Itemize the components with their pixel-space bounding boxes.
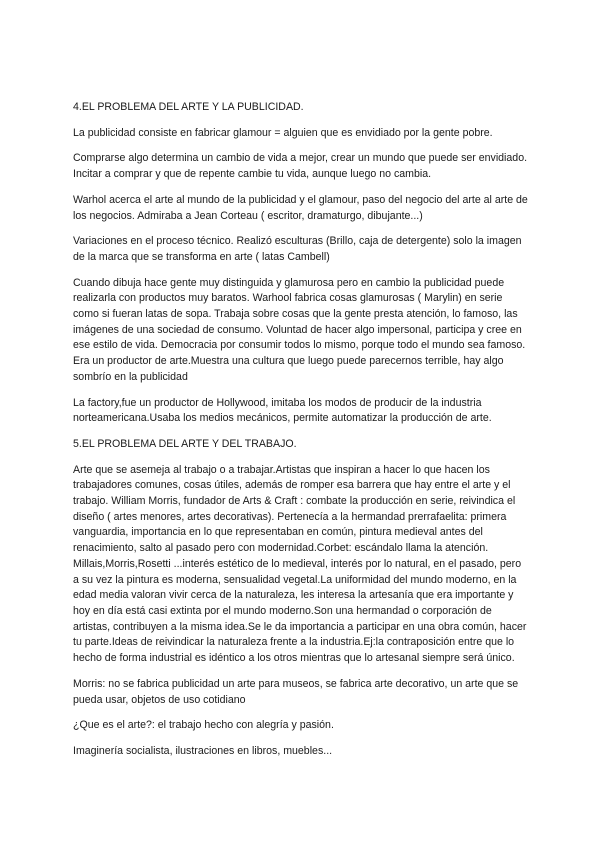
- paragraph-warhol: Warhol acerca el arte al mundo de la publicidad y el glamour, paso del negocio del arte al arte de los negocios. Admiraba a Jean Corteau ( escritor, dramaturgo, dibujante...): [73, 193, 528, 222]
- paragraph-technique: Variaciones en el proceso técnico. Realizó esculturas (Brillo, caja de detergente) solo la imagen de la marca que se transforma en arte ( latas Cambell): [73, 235, 522, 263]
- section-heading-work: 5.EL PROBLEMA DEL ARTE Y DEL TRABAJO.: [73, 437, 297, 450]
- paragraph-glamour: La publicidad consiste en fabricar glamour = alguien que es envidiado por la gente pobre.: [73, 126, 493, 139]
- paragraph-factory: La factory,fue un productor de Hollywood, imitaba los modos de producir de la industria norteamericana.Usaba los medios mecánicos, permite automatizar la producción de arte.: [73, 396, 492, 425]
- paragraph-buying: Comprarse algo determina un cambio de vida a mejor, crear un mundo que puede ser envidiado. Incitar a comprar y que de repente cambie tu vida, aunque luego no cambia.: [73, 152, 528, 181]
- paragraph-morris-arts-crafts: Arte que se asemeja al trabajo o a trabajar.Artistas que inspiran a hacer lo que hacen los trabajadores comunes, cosas útiles, además de romper esa barrera que hay entre el arte y el trabajo. William Morris, fundador de Arts & Craft : combate la producción en serie, reivindica el diseño ( artes menores, artes decorativas). Pertenecía a la hermandad prerrafaelita: primera vanguardia, importancia en lo que representaban en común, pintura medieval antes del renacimiento, salto al pasado pero con modernidad.Corbet: escándalo llama la atención. Millais,Morris,Rosetti ...interés estético de lo medieval, interés por lo natural, en el pasado, pero a su vez la pintura es moderna, sensualidad vegetal.La uniformidad del mundo moderno, en la edad media valoran vivir cerca de la naturaleza, les interesa la artesanía que era importante y hoy en día está casi extinta por el mundo moderno.Son una hermandad o corporación de artistas, contribuyen a la misma idea.Se le da importancia a participar en una obra común, hacer tu parte.Ideas de reivindicar la naturaleza frente a la industria.Ej:la contraposición entre que lo hecho de forma industrial es idéntico a los otros mientras que lo artesanal siempre será único.: [73, 463, 527, 665]
- paragraph-what-is-art: ¿Que es el arte?: el trabajo hecho con alegría y pasión.: [73, 719, 334, 732]
- document-body: [73, 100, 528, 770]
- paragraph-drawing: Cuando dibuja hace gente muy distinguida y glamurosa pero en cambio la publicidad puede realizarla con productos muy baratos. Warhool fabrica cosas glamurosas ( Marylin) en serie como si fueran latas de sopa. Trabaja sobre cosas que la gente presta atención, lo famoso, las imágenes de una sociedad de consumo. Voluntad de hacer algo impersonal, participa y cree en ese estilo de vida. Democracia por consumir todos lo mismo, porque todo el mundo sea famoso. Era un productor de arte.Muestra una cultura que luego puede parecernos terrible, hay algo sombrío en la publicidad: [73, 276, 526, 383]
- paragraph-morris-decorative: Morris: no se fabrica publicidad un arte para museos, se fabrica arte decorativo, un arte que se pueda usar, objetos de uso cotidiano: [73, 677, 519, 706]
- paragraph-socialist-imagery: Imaginería socialista, ilustraciones en libros, muebles...: [73, 744, 333, 757]
- section-heading-advertising: 4.EL PROBLEMA DEL ARTE Y LA PUBLICIDAD.: [73, 101, 304, 113]
